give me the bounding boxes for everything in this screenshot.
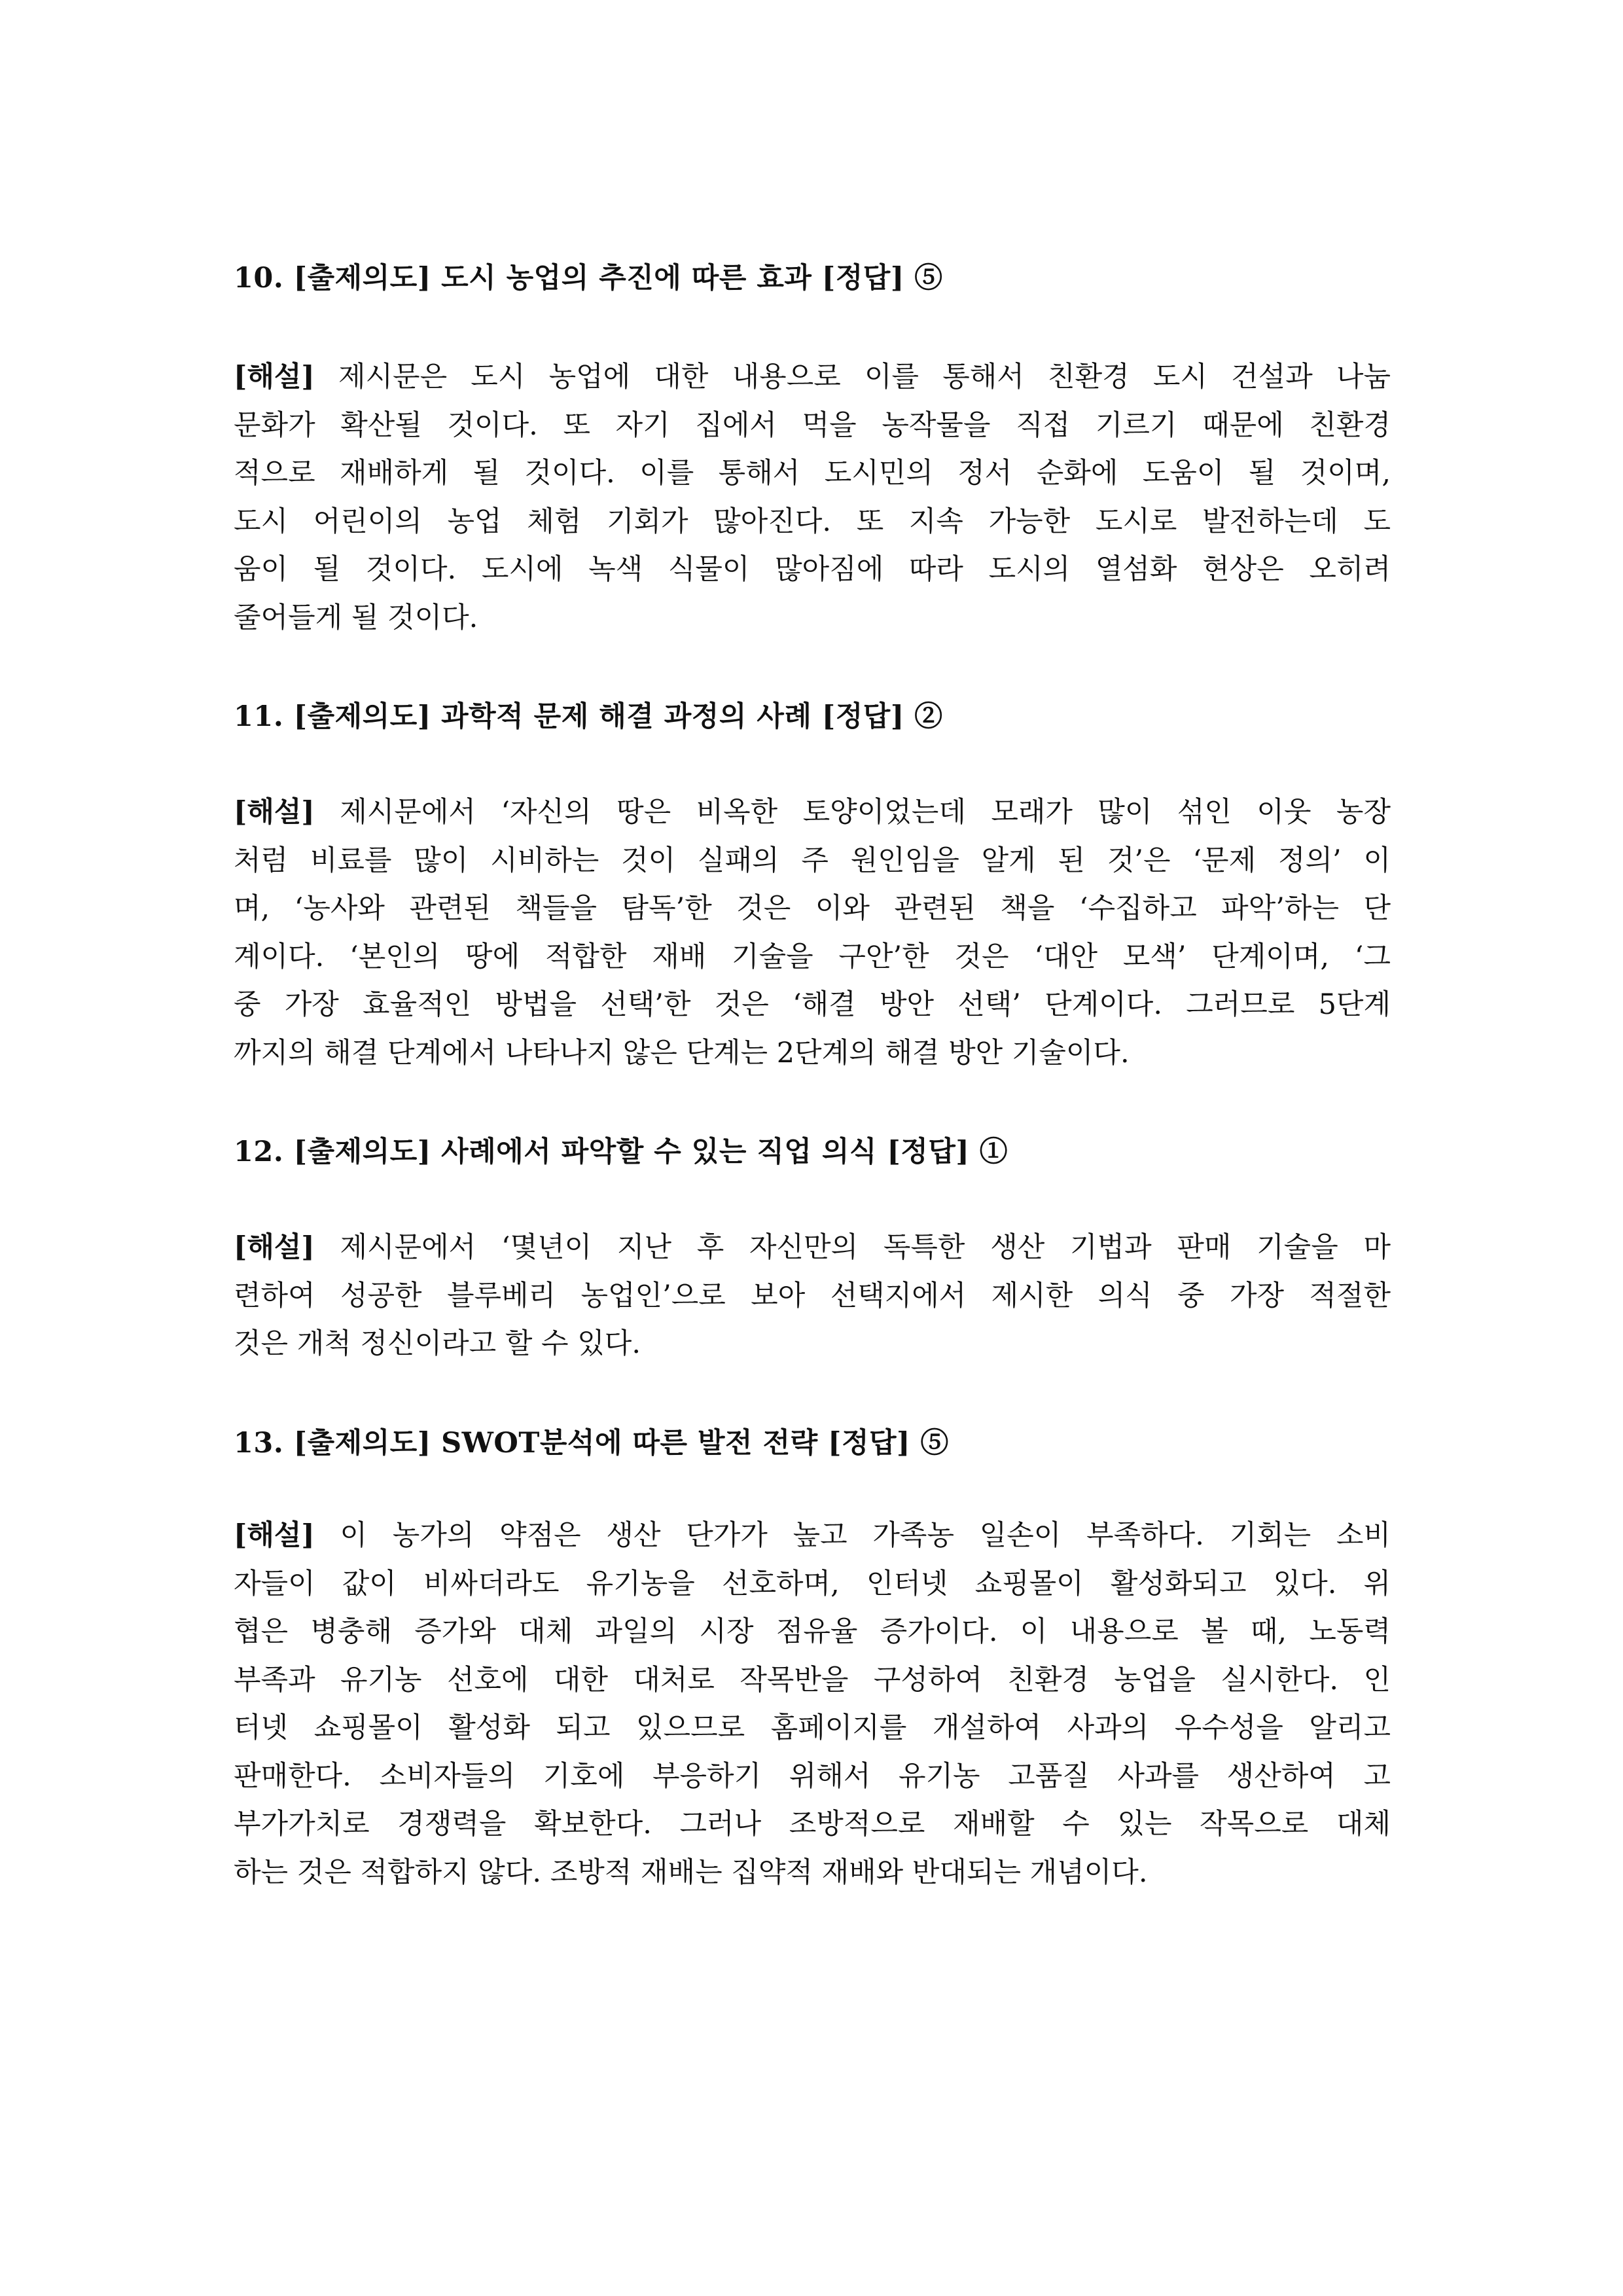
explanation-line: [해설] 이 농가의 약점은 생산 단가가 높고 가족농 일손이 부족하다. 기회는 소비 (234, 1519, 1391, 1552)
question-12-explanation (234, 1224, 1391, 1369)
explanation-line: 계이다. ‘본인의 땅에 적합한 재배 기술을 구안’한 것은 ‘대안 모색’ 단계이며, ‘그 (234, 940, 1391, 973)
explanation-line: 며, ‘농사와 관련된 책들을 탐독’한 것은 이와 관련된 책을 ‘수집하고 파악’하는 단 (234, 892, 1391, 925)
explanation-line: 부가가치로 경쟁력을 확보한다. 그러나 조방적으로 재배할 수 있는 작목으로 대체 (234, 1808, 1391, 1840)
explanation-label: [해설] (234, 796, 315, 829)
question-11-title: 11. [출제의도] 과학적 문제 해결 과정의 사례 [정답] ② (234, 700, 943, 733)
explanation-line: 문화가 확산될 것이다. 또 자기 집에서 먹을 농작물을 직접 기르기 때문에 친환경 (234, 408, 1391, 442)
explanation-line: 판매한다. 소비자들의 기호에 부응하기 위해서 유기농 고품질 사과를 생산하여 고 (234, 1759, 1391, 1793)
explanation-line: 부족과 유기농 선호에 대한 대처로 작목반을 구성하여 친환경 농업을 실시한다. 인 (234, 1663, 1391, 1696)
explanation-line: [해설] 제시문에서 ‘몇년이 지난 후 자신만의 독특한 생산 기법과 판매 기술을 마 (234, 1231, 1391, 1264)
explanation-line: [해설] 제시문에서 ‘자신의 땅은 비옥한 토양이었는데 모래가 많이 섞인 이웃 농장 (234, 796, 1391, 829)
explanation-label: [해설] (234, 1519, 315, 1552)
question-13-explanation (234, 1512, 1391, 1897)
explanation-line: 련하여 성공한 블루베리 농업인’으로 보아 선택지에서 제시한 의식 중 가장 적절한 (234, 1279, 1391, 1312)
explanation-line: 적으로 재배하게 될 것이다. 이를 통해서 도시민의 정서 순화에 도움이 될 것이며, (234, 457, 1391, 490)
explanation-label: [해설] (234, 1231, 315, 1264)
question-13-title: 13. [출제의도] SWOT분석에 따른 발전 전략 [정답] ⑤ (234, 1427, 949, 1460)
question-10-explanation (234, 353, 1391, 642)
explanation-line: [해설] 제시문은 도시 농업에 대한 내용으로 이를 통해서 친환경 도시 건설과 나눔 (234, 361, 1391, 393)
explanation-line: 협은 병충해 증가와 대체 과일의 시장 점유율 증가이다. 이 내용으로 볼 때, 노동력 (234, 1615, 1391, 1648)
question-12-title: 12. [출제의도] 사례에서 파악할 수 있는 직업 의식 [정답] ① (234, 1136, 1008, 1168)
explanation-line: 도시 어린이의 농업 체험 기회가 많아진다. 또 지속 가능한 도시로 발전하는데 도 (234, 505, 1391, 538)
explanation-line: 처럼 비료를 많이 시비하는 것이 실패의 주 원인임을 알게 된 것’은 ‘문제 정의’ 이 (234, 844, 1391, 877)
explanation-line: 것은 개척 정신이라고 할 수 있다. (234, 1327, 641, 1360)
explanation-line: 움이 될 것이다. 도시에 녹색 식물이 많아짐에 따라 도시의 열섬화 현상은 오히려 (234, 553, 1391, 586)
explanation-line: 터넷 쇼핑몰이 활성화 되고 있으므로 홈페이지를 개설하여 사과의 우수성을 알리고 (234, 1712, 1391, 1744)
explanation-line: 중 가장 효율적인 방법을 선택’한 것은 ‘해결 방안 선택’ 단계이다. 그러므로 5단계 (234, 988, 1391, 1021)
question-10-title: 10. [출제의도] 도시 농업의 추진에 따른 효과 [정답] ⑤ (234, 262, 943, 295)
question-11-explanation (234, 789, 1391, 1077)
explanation-label: [해설] (234, 361, 315, 393)
explanation-line: 자들이 값이 비싸더라도 유기농을 선호하며, 인터넷 쇼핑몰이 활성화되고 있다. 위 (234, 1567, 1391, 1600)
explanation-line: 하는 것은 적합하지 않다. 조방적 재배는 집약적 재배와 반대되는 개념이다. (234, 1856, 1148, 1889)
explanation-line: 까지의 해결 단계에서 나타나지 않은 단계는 2단계의 해결 방안 기술이다. (234, 1036, 1130, 1069)
explanation-line: 줄어들게 될 것이다. (234, 601, 478, 634)
